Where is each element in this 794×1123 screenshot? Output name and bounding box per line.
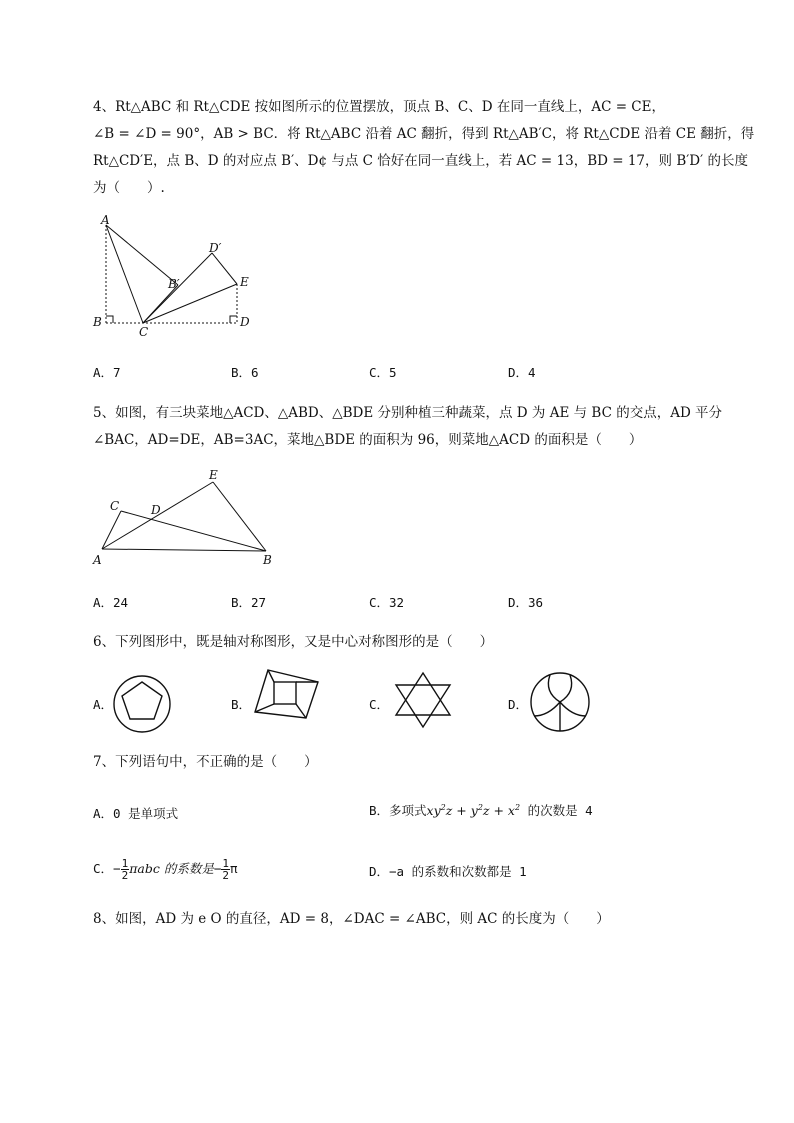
q5-label-c: C [110,499,120,513]
q7-line-1: 7、下列语句中，不正确的是（ ） [93,754,318,770]
q7-option-a[interactable]: A．0 是单项式 [93,806,179,821]
q4-line-3: Rt△CD′E，点 B、D 的对应点 B′、D¢ 与点 C 恰好在同一直线上，若 AC = 13，BD = 17，则 B′D′ 的长度 [93,153,748,169]
q4-label-dprime: D′ [209,241,222,255]
q5-figure [88,466,283,571]
pentagon-in-circle-shape [110,672,174,736]
q5-option-c[interactable]: C．32 [369,595,405,610]
q5-option-d[interactable]: D．36 [508,595,544,610]
q6-option-d[interactable]: D． [508,697,529,712]
q4-line-4: 为（ ）. [93,180,165,196]
q5-label-b: B [263,553,272,567]
q6-option-c[interactable]: C． [369,697,390,712]
q7-option-d[interactable]: D．−a 的系数和次数都是 1 [369,864,527,879]
q4-option-a[interactable]: A．7 [93,365,121,380]
q7-polynomial: $xy^2z + y^2z + x^2$ [426,802,521,818]
q4-label-b: B [93,315,102,329]
square-pinwheel-shape [252,668,322,720]
q7-option-b[interactable] [369,801,593,819]
q5-line-2: ∠BAC，AD=DE，AB=3AC，菜地△BDE 的面积为 96，则菜地△ACD 的面积是（ ） [93,432,643,448]
q8-line-1: 8、如图，AD 为 e O 的直径，AD = 8，∠DAC = ∠ABC，则 AC 的长度为（ ） [93,911,610,927]
q7-option-c-prefix: C． [93,861,114,876]
trefoil-circle-shape [528,670,592,734]
q5-label-d: D [151,503,161,517]
q6-option-a[interactable]: A． [93,697,114,712]
q7-option-b-suffix: 的次数是 4 [527,803,593,818]
q4-label-a: A [101,213,110,227]
q4-line-2: ∠B = ∠D = 90°，AB > BC．将 Rt△ABC 沿着 AC 翻折，得到 Rt△AB′C，将 Rt△CDE 沿着 CE 翻折，得 [93,126,755,142]
star-of-david-shape [390,670,456,730]
q7-option-c-fraction: $\frac{1}{2}$ [121,857,129,882]
q5-line-1: 5、如图，有三块菜地△ACD、△ABD、△BDE 分别种植三种蔬菜，点 D 为 AE 与 BC 的交点，AD 平分 [93,405,723,421]
q5-label-e: E [209,468,218,482]
q6-option-b[interactable]: B． [231,697,252,712]
q5-option-a[interactable]: A．24 [93,595,129,610]
q4-figure [85,212,260,342]
q5-option-b[interactable]: B．27 [231,595,267,610]
q7-option-c-mid: πabc 的系数是 [129,861,214,876]
q4-label-d: D [240,315,250,329]
q4-line-1: 4、Rt△ABC 和 Rt△CDE 按如图所示的位置摆放，顶点 B、C、D 在同一直线上，AC = CE， [93,99,665,115]
q4-label-c: C [139,325,149,339]
q7-option-b-prefix: B．多项式 [369,803,427,818]
q4-label-e: E [240,275,249,289]
q7-option-c[interactable]: C．− $\frac{1}{2}$ πabc 的系数是− $\frac{1}{2}$ π [93,857,238,882]
q7-option-c-fraction-2: $\frac{1}{2}$ [222,857,229,882]
q6-line-1: 6、下列图形中，既是轴对称图形，又是中心对称图形的是（ ） [93,634,494,650]
q5-label-a: A [93,553,102,567]
q4-option-d[interactable]: D．4 [508,365,536,380]
q4-option-c[interactable]: C．5 [369,365,397,380]
q4-option-b[interactable]: B．6 [231,365,259,380]
q4-label-bprime: B′ [168,277,180,291]
q7-option-c-tail: π [230,861,238,876]
